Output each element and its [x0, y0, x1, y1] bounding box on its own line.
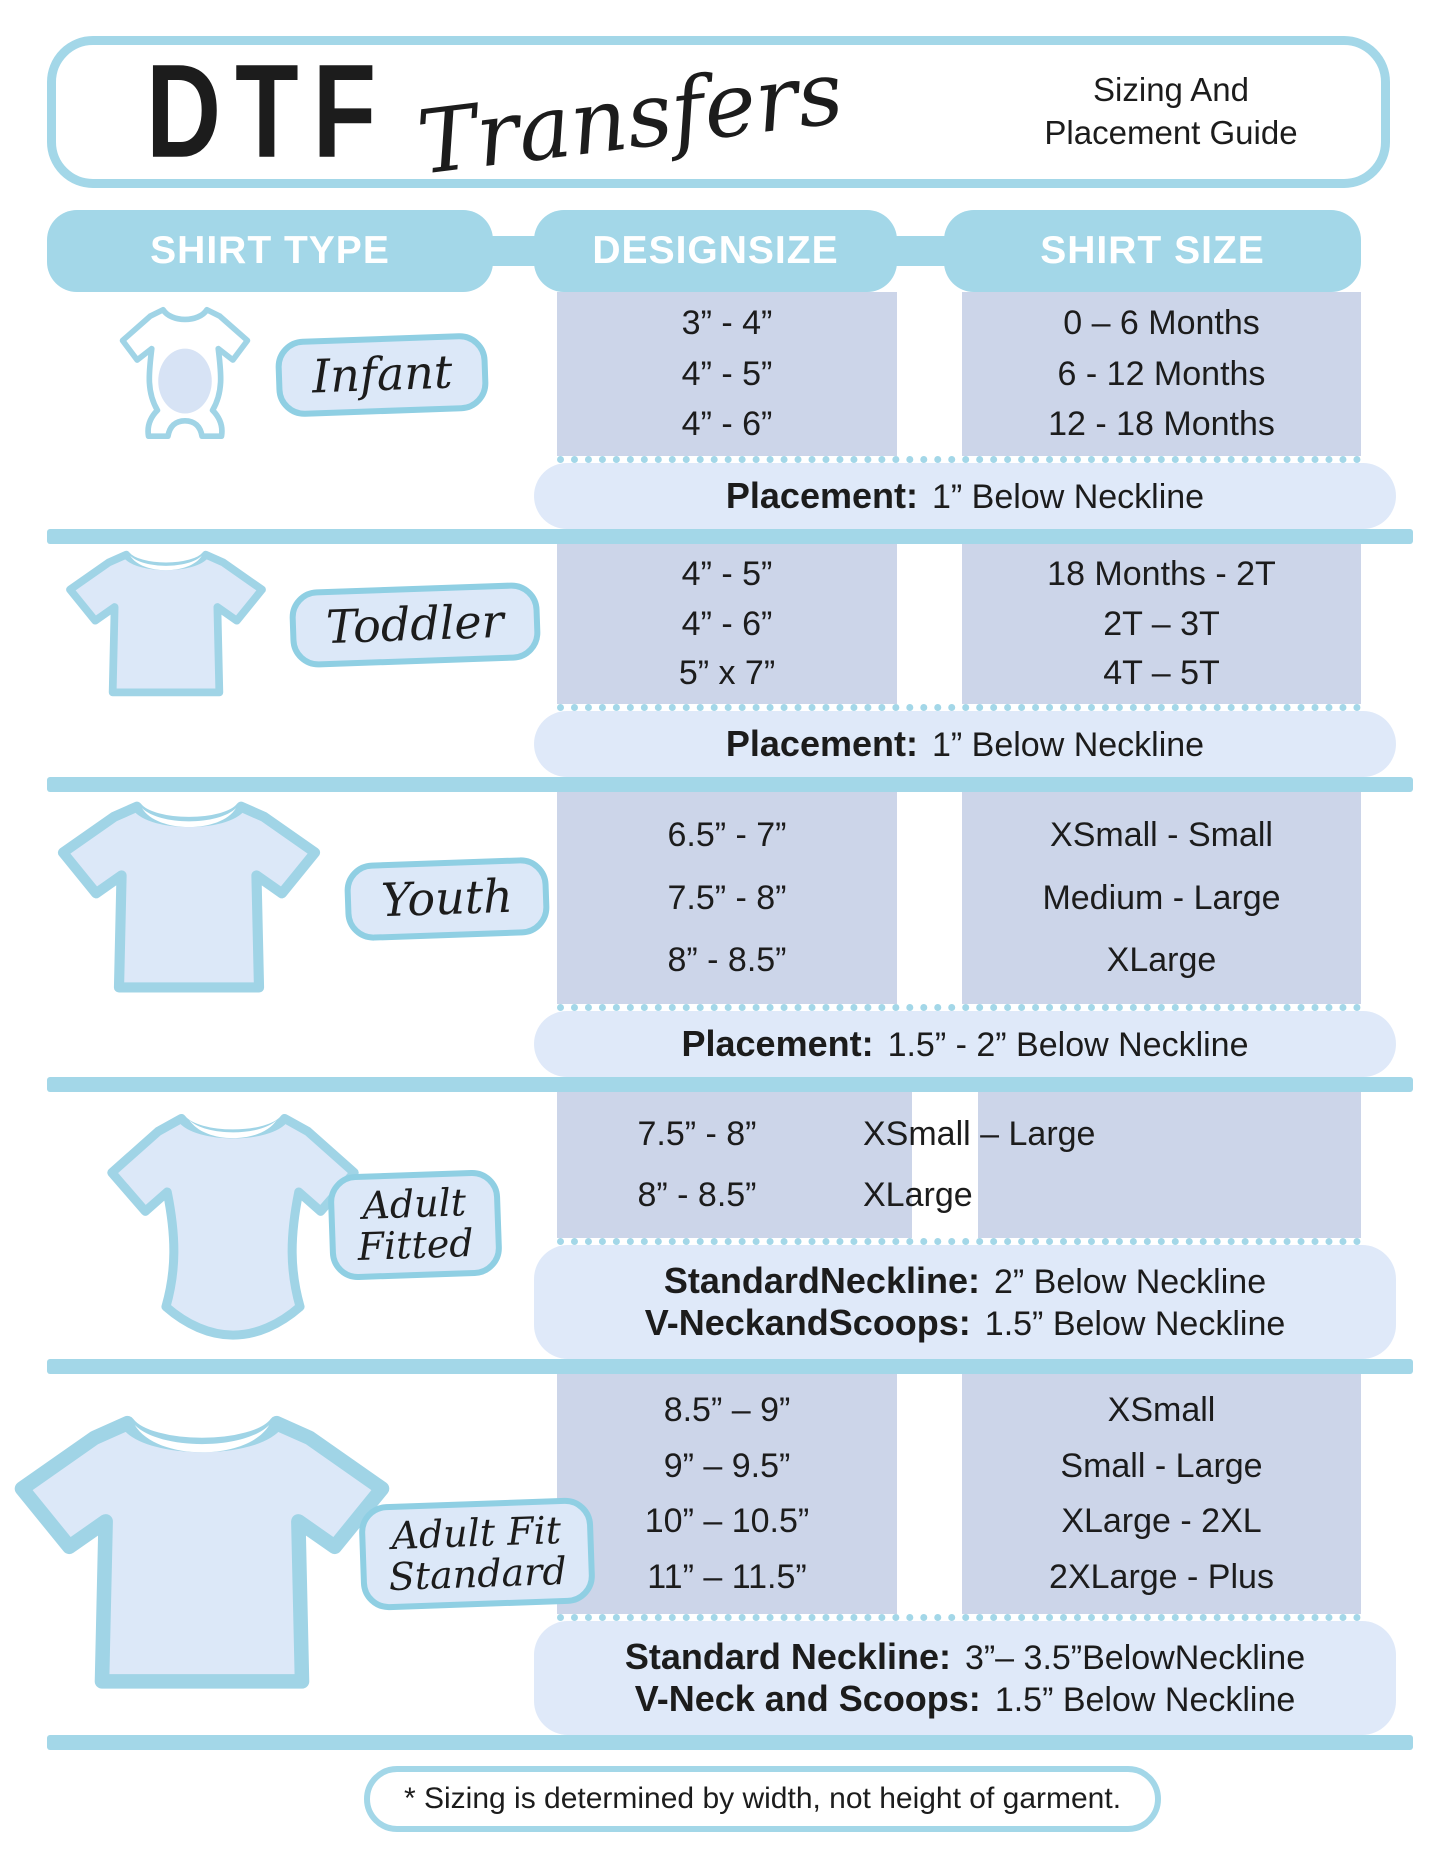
column-gap — [897, 1374, 962, 1614]
shirt-size-value: XLarge - 2XL — [1061, 1502, 1262, 1541]
size-table-row — [557, 1374, 1445, 1614]
tshirt-icon — [55, 794, 323, 1004]
shirt-type-cell — [47, 1092, 557, 1359]
shirt-type-label: Toddler — [289, 582, 541, 668]
shirt-size-value: 4T – 5T — [1103, 654, 1220, 693]
shirt-size-value: Small - Large — [1060, 1446, 1263, 1485]
dotted-separator — [557, 456, 1361, 463]
placement-line — [726, 475, 1204, 517]
combined-size-lines — [557, 1092, 1361, 1238]
placement-line — [635, 1678, 1296, 1720]
design-size-value: 8” - 8.5” — [667, 941, 787, 980]
design-size-value: 9” – 9.5” — [663, 1446, 791, 1485]
placement-value: 1” Below Neckline — [931, 726, 1205, 764]
design-size-value: 11” – 11.5” — [647, 1558, 807, 1597]
column-header-shirt-size: SHIRT SIZE — [944, 210, 1361, 292]
placement-line — [682, 1023, 1249, 1065]
brand-logo — [146, 37, 849, 195]
shirt-size-value: XLarge — [863, 1176, 973, 1215]
shirt-size-value: 18 Months - 2T — [1047, 554, 1276, 593]
column-header-design-size: DESIGNSIZE — [534, 210, 897, 292]
column-headers — [47, 210, 1445, 292]
size-table-row — [557, 792, 1445, 1004]
placement-value: 1” Below Neckline — [931, 478, 1205, 516]
design-size-column — [557, 792, 897, 1004]
design-size-value: 4” - 6” — [681, 405, 773, 444]
placement-label: Placement: — [681, 1023, 874, 1064]
placement-value: 1.5” Below Neckline — [984, 1305, 1286, 1343]
column-gap — [897, 792, 962, 1004]
placement-value: 2” Below Neckline — [993, 1263, 1267, 1301]
row-divider — [47, 1077, 1413, 1092]
shirt-size-column — [962, 544, 1361, 704]
row-toddler — [0, 544, 1445, 792]
shirt-type-label: Youth — [344, 857, 550, 942]
shirt-type-label: Adult Fit Standard — [358, 1497, 595, 1611]
shirt-size-value: XSmall - Small — [1050, 815, 1273, 854]
design-size-column — [557, 544, 897, 704]
dotted-separator — [557, 1614, 1361, 1621]
shirt-size-column — [962, 1374, 1361, 1614]
dotted-separator — [557, 1004, 1361, 1011]
column-gap — [897, 544, 962, 704]
footer-note: * Sizing is determined by width, not height of garment. — [403, 1782, 1122, 1815]
design-size-column — [557, 292, 897, 456]
placement-bar — [534, 1621, 1396, 1735]
shirt-type-cell — [47, 792, 557, 1006]
placement-label: Standard Neckline: — [624, 1636, 951, 1677]
placement-label: V-NeckandScoops: — [644, 1302, 971, 1343]
row-infant — [0, 292, 1445, 544]
design-size-value: 5” x 7” — [678, 654, 776, 693]
shirt-size-value: XLarge — [1106, 941, 1217, 980]
page-title-line2: Placement Guide — [1044, 114, 1298, 151]
design-size-value: 4” - 6” — [681, 604, 773, 643]
shirt-type-label: Adult Fitted — [327, 1170, 502, 1282]
placement-line — [726, 723, 1204, 765]
row-divider — [47, 1359, 1413, 1374]
shirt-size-column — [962, 792, 1361, 1004]
shirt-type-label: Infant — [275, 332, 490, 417]
design-size-column — [557, 1374, 897, 1614]
column-gap — [897, 292, 962, 456]
shirt-size-value: 12 - 18 Months — [1048, 405, 1275, 444]
shirt-size-value: 2XLarge - Plus — [1049, 1558, 1274, 1597]
placement-bar — [534, 1245, 1396, 1359]
row-youth — [0, 792, 1445, 1092]
design-size-value: 7.5” - 8” — [667, 878, 787, 917]
row-divider — [47, 777, 1413, 792]
size-table-row — [557, 544, 1445, 704]
tshirt-icon — [11, 1405, 393, 1705]
row-divider — [47, 529, 1413, 544]
brand-name: DTF — [146, 37, 391, 187]
placement-label: V-Neck and Scoops: — [634, 1678, 981, 1719]
shirt-size-value: 2T – 3T — [1103, 604, 1220, 643]
footer-note-box — [364, 1766, 1161, 1832]
dotted-separator — [557, 704, 1361, 711]
shirt-type-cell — [47, 292, 557, 458]
size-line — [557, 1115, 1361, 1154]
placement-bar — [534, 463, 1396, 529]
brand-script: Transfers — [412, 40, 849, 195]
size-line — [557, 1176, 1361, 1215]
placement-line — [625, 1636, 1305, 1678]
design-size-value: 4” - 5” — [681, 554, 773, 593]
placement-bar — [534, 1011, 1396, 1077]
page-title-line1: Sizing And — [1093, 71, 1249, 109]
placement-label: Placement: — [725, 475, 918, 516]
placement-value: 3”– 3.5”BelowNeckline — [964, 1639, 1306, 1677]
shirt-size-value: XSmall – Large — [863, 1114, 1096, 1153]
page-title — [991, 69, 1351, 155]
row-adult-fitted — [0, 1092, 1445, 1374]
design-size-value: 8” - 8.5” — [637, 1176, 757, 1215]
header-connector — [889, 236, 952, 266]
shirt-size-value: 0 – 6 Months — [1063, 303, 1260, 342]
header — [47, 36, 1390, 195]
placement-label: StandardNeckline: — [663, 1260, 980, 1301]
tshirt-icon — [64, 545, 268, 705]
shirt-type-cell — [47, 544, 557, 706]
placement-line — [664, 1260, 1266, 1302]
design-size-value: 10” – 10.5” — [644, 1502, 810, 1541]
placement-label: Placement: — [725, 723, 918, 764]
shirt-size-column — [962, 292, 1361, 456]
placement-value: 1.5” Below Neckline — [994, 1681, 1296, 1719]
row-divider — [47, 1735, 1413, 1750]
design-size-value: 7.5” - 8” — [637, 1114, 757, 1153]
design-size-value: 4” - 5” — [681, 354, 773, 393]
shirt-size-value: 6 - 12 Months — [1057, 354, 1266, 393]
placement-line — [645, 1302, 1286, 1344]
fitted-tshirt-icon — [104, 1103, 362, 1348]
design-size-value: 3” - 4” — [681, 303, 773, 342]
row-adult-fit-standard — [0, 1374, 1445, 1750]
placement-value: 1.5” - 2” Below Neckline — [887, 1026, 1249, 1064]
onesie-icon — [116, 300, 254, 450]
size-table-row — [557, 1092, 1361, 1238]
shirt-size-value: XSmall — [1107, 1390, 1216, 1429]
shirt-size-value: Medium - Large — [1042, 878, 1281, 917]
column-header-shirt-type: SHIRT TYPE — [47, 210, 493, 292]
placement-bar — [534, 711, 1396, 777]
design-size-value: 6.5” - 7” — [667, 815, 787, 854]
size-table-row — [557, 292, 1445, 456]
shirt-type-cell — [47, 1374, 567, 1735]
design-size-value: 8.5” – 9” — [663, 1390, 791, 1429]
dotted-separator — [557, 1238, 1361, 1245]
